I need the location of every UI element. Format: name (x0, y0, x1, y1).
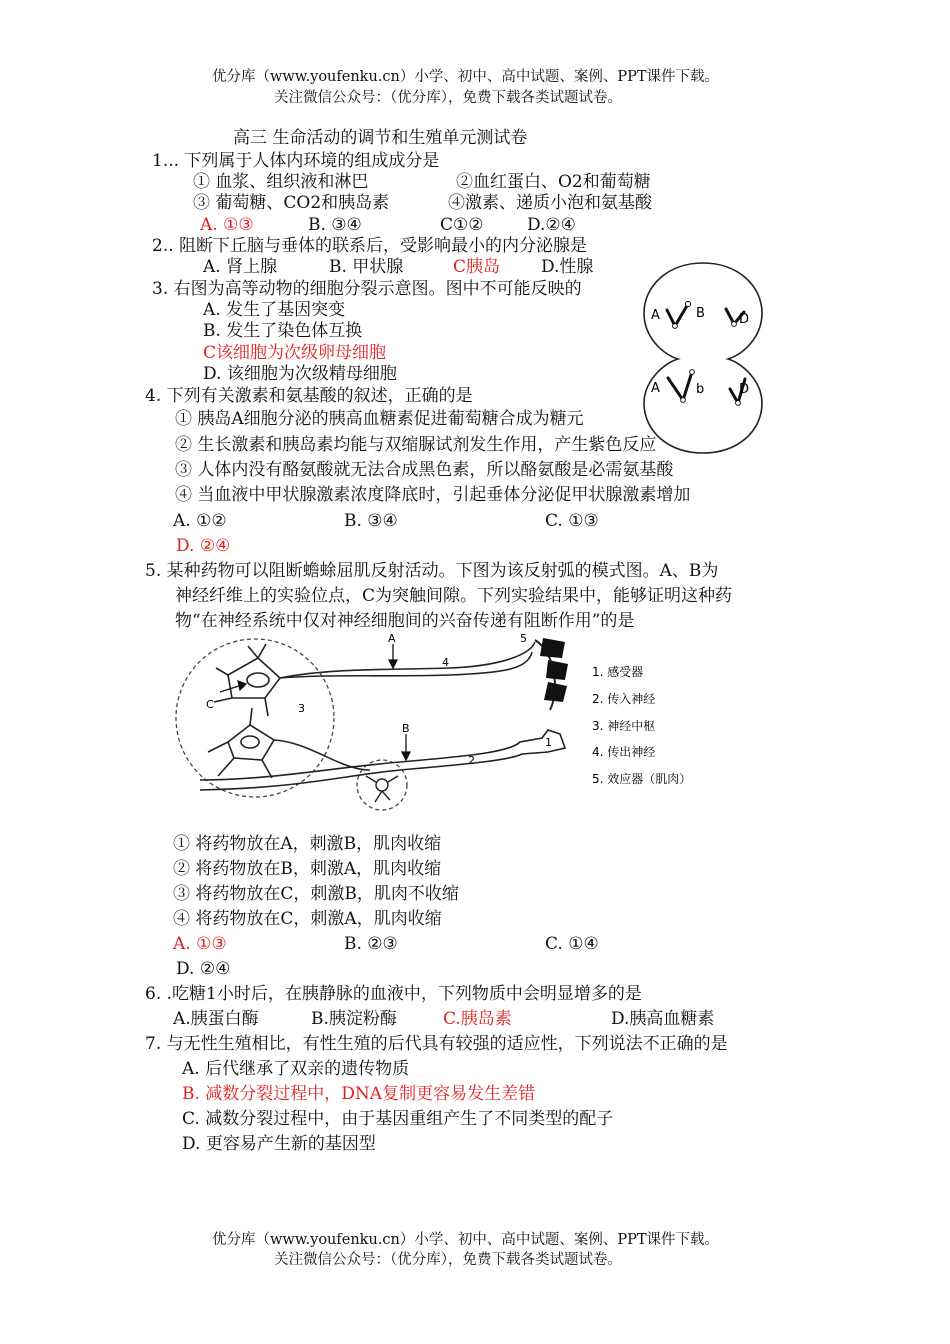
q3-option-b: B. 发生了染色体互换 (203, 321, 363, 341)
q4-option-d-answer: D. ②④ (176, 536, 231, 556)
header-line-2: 关注微信公众号：（优分库），免费下载各类试题试卷。 (274, 90, 622, 106)
q1-stem: 1... 下列属于人体内环境的组成成分是 (152, 151, 440, 171)
q3-stem: 3. 右图为高等动物的细胞分裂示意图。图中不可能反映的 (152, 279, 582, 299)
q4-stem: 4. 下列有关激素和氨基酸的叙述，正确的是 (145, 386, 473, 406)
label-2: 2 (468, 754, 475, 767)
q6-option-d: D.胰高血糖素 (611, 1009, 715, 1029)
page-title: 高三 生命活动的调节和生殖单元测试卷 (233, 128, 528, 148)
q7-option-a: A. 后代继承了双亲的遗传物质 (182, 1059, 410, 1079)
reflex-arc-figure (170, 630, 730, 820)
q2-option-d: D.性腺 (541, 257, 594, 277)
q1-item-1: ① 血浆、组织液和淋巴 (193, 172, 369, 192)
upper-neuron (214, 642, 535, 716)
q7-option-c: C. 减数分裂过程中，由于基因重组产生了不同类型的配子 (182, 1109, 614, 1129)
q3-option-a: A. 发生了基因突变 (203, 300, 346, 320)
lower-neuron (200, 708, 565, 790)
nerve-center-circle (176, 639, 334, 797)
q6-stem: 6. .吃糖1小时后，在胰静脉的血液中，下列物质中会明显增多的是 (145, 984, 642, 1004)
q4-item-4: ④ 当血液中甲状腺激素浓度降底时，引起垂体分泌促甲状腺激素增加 (175, 485, 691, 505)
label-D-upper: D (739, 312, 750, 327)
q1-option-c: C①② (440, 215, 484, 235)
q4-item-2: ② 生长激素和胰岛素均能与双缩脲试剂发生作用，产生紫色反应 (175, 435, 657, 455)
label-C: C (206, 698, 214, 711)
small-ganglion-circle (357, 760, 407, 810)
label-4: 4 (442, 656, 449, 669)
legend-4: 4. 传出神经 (592, 745, 656, 759)
q5-item-2: ② 将药物放在B，刺激A，肌肉收缩 (173, 859, 442, 879)
cell-outline (644, 263, 762, 453)
q6-option-c-answer: C.胰岛素 (443, 1009, 512, 1029)
q2-option-b: B. 甲状腺 (329, 257, 404, 277)
q1-option-d: D.②④ (527, 215, 576, 235)
q7-option-d: D. 更容易产生新的基因型 (182, 1134, 376, 1154)
label-A: A (388, 632, 396, 645)
legend-5: 5. 效应器（肌肉） (592, 772, 692, 786)
q5-stem-line-2: 神经纤维上的实验位点，C为突触间隙。下列实验结果中，能够证明这种药 (175, 586, 733, 606)
q4-option-c: C. ①③ (545, 511, 599, 531)
q4-option-a: A. ①② (173, 511, 227, 531)
q6-option-b: B.胰淀粉酶 (311, 1009, 397, 1029)
footer-line-2: 关注微信公众号：（优分库），免费下载各类试题试卷。 (274, 1252, 622, 1268)
q1-item-3: ③ 葡萄糖、CO2和胰岛素 (193, 193, 390, 213)
q5-stem-line-1: 5. 某种药物可以阻断蟾蜍屈肌反射活动。下图为该反射弧的模式图。A、B为 (145, 561, 719, 581)
label-A-upper: A (651, 308, 660, 323)
q1-option-b: B. ③④ (308, 215, 362, 235)
q6-option-a: A.胰蛋白酶 (173, 1009, 259, 1029)
q2-option-a: A. 肾上腺 (203, 257, 278, 277)
label-b-lower: b (696, 382, 705, 397)
stimulus-arrows (220, 644, 410, 760)
q3-option-c-answer: C该细胞为次级卵母细胞 (203, 343, 387, 363)
q2-stem: 2.. 阻断下丘脑与垂体的联系后，受影响最小的内分泌腺是 (152, 236, 588, 256)
q1-item-2: ②血红蛋白、O2和葡萄糖 (456, 172, 651, 192)
q5-item-1: ① 将药物放在A，刺激B，肌肉收缩 (173, 834, 442, 854)
q3-option-d: D. 该细胞为次级精母细胞 (203, 364, 397, 384)
q5-item-4: ④ 将药物放在C，刺激A，肌肉收缩 (173, 909, 442, 929)
legend-3: 3. 神经中枢 (592, 719, 656, 733)
label-A-lower: A (651, 381, 660, 396)
q5-option-d: D. ②④ (176, 959, 231, 979)
q4-option-b: B. ③④ (344, 511, 398, 531)
small-neuron (366, 776, 398, 802)
q5-option-a-answer: A. ①③ (173, 934, 227, 954)
label-B-upper: B (696, 306, 705, 321)
q2-option-c-answer: C胰岛 (453, 257, 501, 277)
legend-1: 1. 感受器 (592, 665, 644, 679)
q5-item-3: ③ 将药物放在C，刺激B，肌肉不收缩 (173, 884, 459, 904)
label-D-lower: D (739, 382, 750, 397)
label-B: B (402, 722, 410, 735)
label-3: 3 (298, 702, 305, 715)
q5-option-c: C. ①④ (545, 934, 599, 954)
q1-option-a-answer: A. ①③ (200, 215, 254, 235)
q1-item-4: ④激素、递质小泡和氨基酸 (448, 193, 652, 213)
q5-option-b: B. ②③ (344, 934, 398, 954)
label-1: 1 (545, 736, 552, 749)
footer-line-1: 优分库（www.youfenku.cn）小学、初中、高中试题、案例、PPT课件下载。 (212, 1232, 720, 1248)
cell-division-figure (638, 260, 768, 456)
label-5: 5 (520, 632, 527, 645)
q7-option-b-answer: B. 减数分裂过程中，DNA复制更容易发生差错 (182, 1084, 536, 1104)
q4-item-3: ③ 人体内没有酪氨酸就无法合成黑色素，所以酪氨酸是必需氨基酸 (175, 460, 674, 480)
q5-stem-line-3: 物“在神经系统中仅对神经细胞间的兴奋传递有阻断作用”的是 (175, 611, 635, 631)
effector-muscle (535, 638, 568, 710)
header-line-1: 优分库（www.youfenku.cn）小学、初中、高中试题、案例、PPT课件下载。 (212, 69, 720, 85)
q4-item-1: ① 胰岛A细胞分泌的胰高血糖素促进葡萄糖合成为糖元 (175, 409, 584, 429)
q7-stem: 7. 与无性生殖相比，有性生殖的后代具有较强的适应性，下列说法不正确的是 (145, 1034, 728, 1054)
legend-2: 2. 传入神经 (592, 692, 656, 706)
